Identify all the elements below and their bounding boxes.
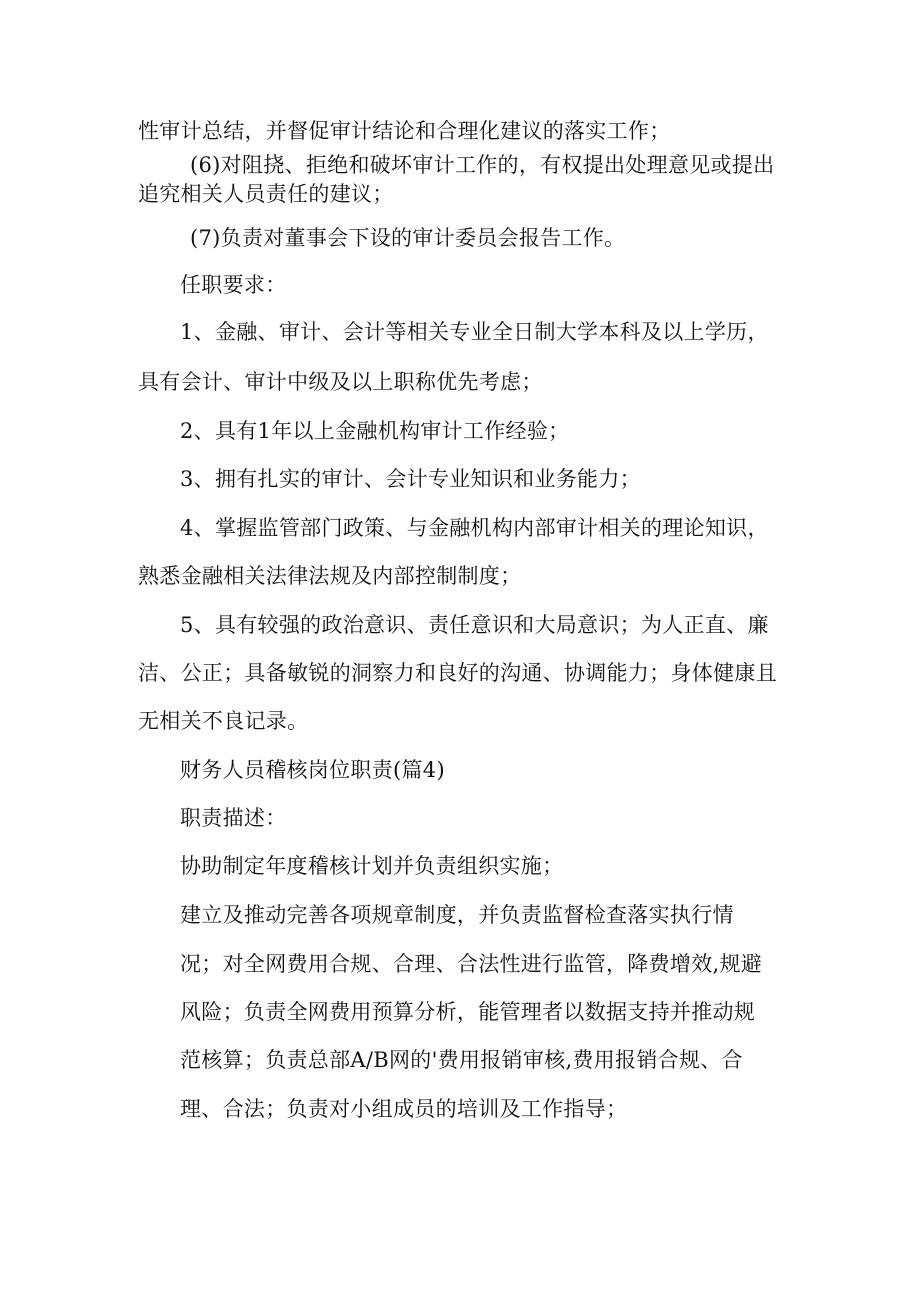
heading-duties: 职责描述： xyxy=(180,806,287,830)
text-line-duty-2-cont: 风险；负责全网费用预算分析，能管理者以数据支持并推动规 xyxy=(180,1000,756,1024)
text-line-req-5-end: 无相关不良记录。 xyxy=(138,709,309,733)
text-line-req-1-cont: 具有会计、审计中级及以上职称优先考虑； xyxy=(138,370,543,394)
text-line-req-2: 2、具有1年以上金融机构审计工作经验； xyxy=(180,419,570,443)
text-line-item-6-cont: 追究相关人员责任的建议； xyxy=(138,182,394,206)
text-line-req-4: 4、掌握监管部门政策、与金融机构内部审计相关的理论知识， xyxy=(180,516,769,540)
heading-requirements: 任职要求： xyxy=(180,273,287,297)
text-line-duty-2-end: 理、合法；负责对小组成员的培训及工作指导； xyxy=(180,1097,628,1121)
text-line-req-5: 5、具有较强的政治意识、责任意识和大局意识；为人正直、廉 xyxy=(180,613,769,637)
text-line-duty-2-cont: 况；对全网费用合规、合理、合法性进行监管，降费增效,规避 xyxy=(180,952,763,976)
text-line-item-7: (7)负责对董事会下设的审计委员会报告工作。 xyxy=(190,226,626,250)
text-line-duty-1: 协助制定年度稽核计划并负责组织实施； xyxy=(180,854,564,878)
text-line-req-5-cont: 洁、公正；具备敏锐的洞察力和良好的沟通、协调能力；身体健康且 xyxy=(138,661,777,685)
text-line-req-4-cont: 熟悉金融相关法律法规及内部控制制度； xyxy=(138,564,522,588)
text-line-duty-2-cont: 范核算；负责总部A/B网的'费用报销审核,费用报销合规、合 xyxy=(180,1048,743,1072)
text-line-req-3: 3、拥有扎实的审计、会计专业知识和业务能力； xyxy=(180,467,641,491)
text-line-item-6: (6)对阻挠、拒绝和破坏审计工作的，有权提出处理意见或提出 xyxy=(190,153,775,177)
text-line-duty-2: 建立及推动完善各项规章制度，并负责监督检查落实执行情 xyxy=(180,903,734,927)
text-line-req-1: 1、金融、审计、会计等相关专业全日制大学本科及以上学历， xyxy=(180,320,769,344)
text-line-audit-summary: 性审计总结，并督促审计结论和合理化建议的落实工作； xyxy=(138,119,671,143)
section-title: 财务人员稽核岗位职责(篇4) xyxy=(180,758,445,782)
